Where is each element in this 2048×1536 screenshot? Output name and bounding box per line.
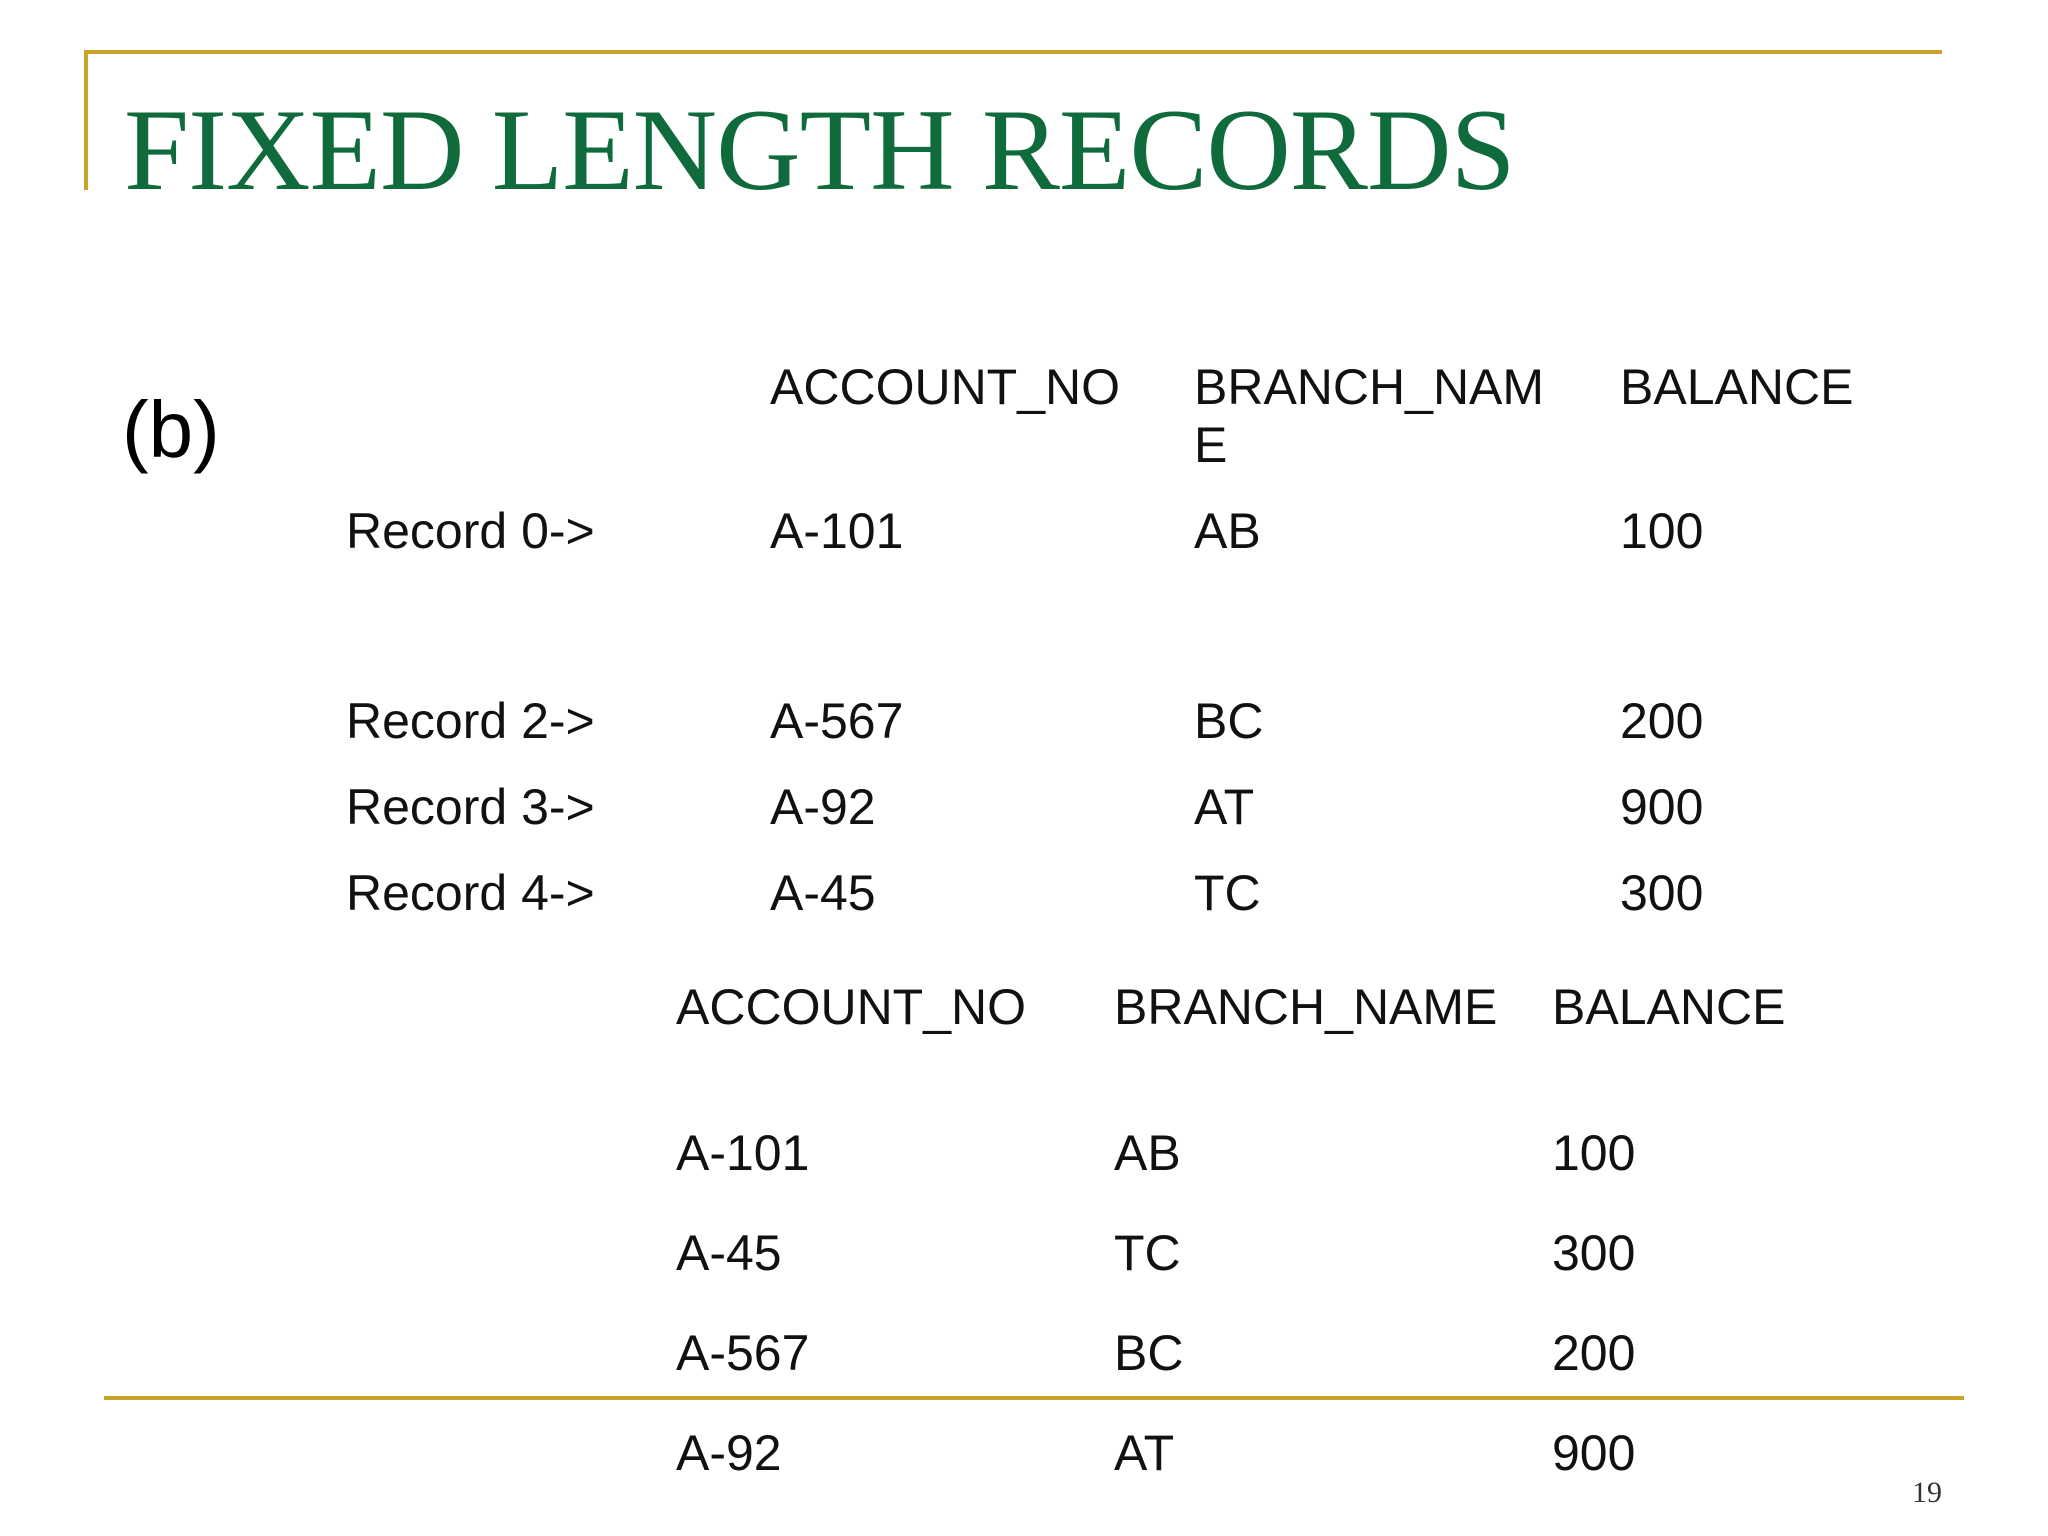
table-a-balance-cell: 300 (1620, 865, 1704, 921)
table-a-account-cell: A-92 (770, 779, 876, 835)
table-a-header-branch: BRANCH_NAM E (1194, 359, 1545, 473)
bottom-rule (104, 1396, 1964, 1400)
table-a-branch-cell: AT (1194, 779, 1255, 835)
table-b-account-cell: A-92 (676, 1425, 782, 1481)
table-b-balance-cell: 900 (1552, 1425, 1636, 1481)
table-a-branch-cell: AB (1194, 503, 1261, 559)
table-a-branch-cell: TC (1194, 865, 1261, 921)
table-a-account-cell: A-101 (770, 503, 904, 559)
table-a-record-label: Record 0-> (346, 503, 595, 559)
table-a-record-label: Record 3-> (346, 779, 595, 835)
table-a-branch-cell: BC (1194, 693, 1264, 749)
table-a-balance-cell: 100 (1620, 503, 1704, 559)
table-a-account-cell: A-45 (770, 865, 876, 921)
table-a-record-label: Record 4-> (346, 865, 595, 921)
table-b-balance-cell: 300 (1552, 1225, 1636, 1281)
table-b-branch-cell: TC (1114, 1225, 1181, 1281)
table-a-header-account: ACCOUNT_NO (770, 359, 1121, 415)
section-label: (b) (122, 385, 220, 474)
table-b-branch-cell: BC (1114, 1325, 1184, 1381)
table-b-balance-cell: 200 (1552, 1325, 1636, 1381)
table-b-account-cell: A-45 (676, 1225, 782, 1281)
table-a-record-label: Record 2-> (346, 693, 595, 749)
table-a-account-cell: A-567 (770, 693, 904, 749)
table-b-account-cell: A-101 (676, 1125, 810, 1181)
frame-left-rule (84, 50, 88, 190)
table-a-balance-cell: 200 (1620, 693, 1704, 749)
table-b-header-branch: BRANCH_NAME (1114, 979, 1498, 1035)
frame-top-rule (84, 50, 1942, 54)
table-b-header-balance: BALANCE (1552, 979, 1786, 1035)
slide-title: FIXED LENGTH RECORDS (124, 86, 1515, 215)
page-number: 19 (1912, 1476, 1942, 1509)
table-b-branch-cell: AT (1114, 1425, 1175, 1481)
table-b-balance-cell: 100 (1552, 1125, 1636, 1181)
table-a-header-balance: BALANCE (1620, 359, 1854, 415)
table-b-account-cell: A-567 (676, 1325, 810, 1381)
table-b-branch-cell: AB (1114, 1125, 1181, 1181)
table-b-header-account: ACCOUNT_NO (676, 979, 1027, 1035)
table-a-balance-cell: 900 (1620, 779, 1704, 835)
